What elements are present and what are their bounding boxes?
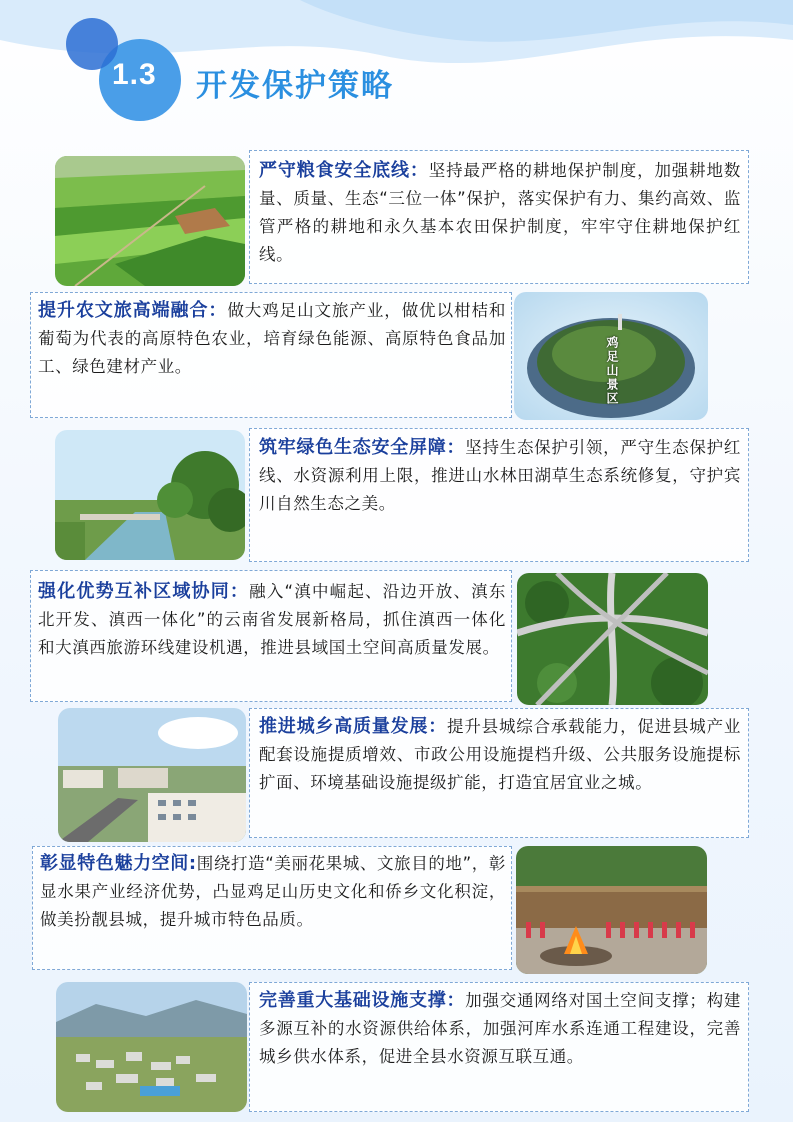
section-number: 1.3 <box>112 58 157 91</box>
strategy-body: 围绕打造“美丽花果城、文旅目的地”，彰显水果产业经济优势，凸显鸡足山历史文化和侨乡文化积淀，做美扮靓县城，提升城市特色品质。 <box>40 854 506 929</box>
mountain-photo-caption: 鸡足山景区 <box>605 336 619 406</box>
strategy-heading: 推进城乡高质量发展： <box>259 716 448 737</box>
river-park-photo <box>55 430 245 560</box>
strategy-text-2 <box>38 297 506 381</box>
strategy-body: 做大鸡足山文旅产业，做优以柑桔和葡萄为代表的高原特色农业，培育绿色能源、高原特色食品加工、绿色建材产业。 <box>38 301 506 376</box>
strategy-text-5 <box>259 713 741 797</box>
mountain-aerial-photo <box>514 292 708 420</box>
folk-dance-bonfire-photo <box>516 846 707 974</box>
strategy-heading: 完善重大基础设施支撑： <box>259 990 466 1011</box>
strategy-body: 融入“滇中崛起、沿边开放、滇东北开发、滇西一体化”的云南省发展新格局，抓住滇西一体化和大滇西旅游环线建设机遇，推进县域国土空间高质量发展。 <box>38 582 506 657</box>
strategy-text-1 <box>259 157 741 269</box>
strategy-text-7 <box>259 987 741 1071</box>
county-aerial-photo <box>56 982 247 1112</box>
strategy-heading: 彰显特色魅力空间: <box>40 853 197 874</box>
strategy-heading: 提升农文旅高端融合： <box>38 300 228 321</box>
strategy-heading: 严守粮食安全底线： <box>259 160 429 181</box>
strategy-text-6 <box>40 850 506 934</box>
highway-interchange-photo <box>517 573 708 705</box>
section-title: 开发保护策略 <box>196 68 394 104</box>
strategy-body: 坚持最严格的耕地保护制度，加强耕地数量、质量、生态“三位一体”保护，落实保护有力、集约高效、监管严格的耕地和永久基本农田保护制度，牢牢守住耕地保护红线。 <box>259 161 741 264</box>
strategy-body: 坚持生态保护引领，严守生态保护红线、水资源利用上限，推进山水林田湖草生态系统修复，守护宾川自然生态之美。 <box>259 438 741 513</box>
strategy-body: 提升县城综合承载能力，促进县城产业配套设施提质增效、市政公用设施提档升级、公共服务设施提标扩面、环境基础设施提级扩能，打造宜居宜业之城。 <box>259 717 742 792</box>
city-buildings-photo <box>58 708 246 842</box>
farmland-photo <box>55 156 245 286</box>
strategy-text-3 <box>259 434 741 518</box>
strategy-text-4 <box>38 578 506 662</box>
strategy-heading: 筑牢绿色生态安全屏障： <box>259 437 466 458</box>
strategy-heading: 强化优势互补区域协同： <box>38 581 250 602</box>
strategy-body: 加强交通网络对国土空间支撑；构建多源互补的水资源供给体系，加强河库水系连通工程建设，完善城乡供水体系，促进全县水资源互联互通。 <box>259 991 741 1066</box>
